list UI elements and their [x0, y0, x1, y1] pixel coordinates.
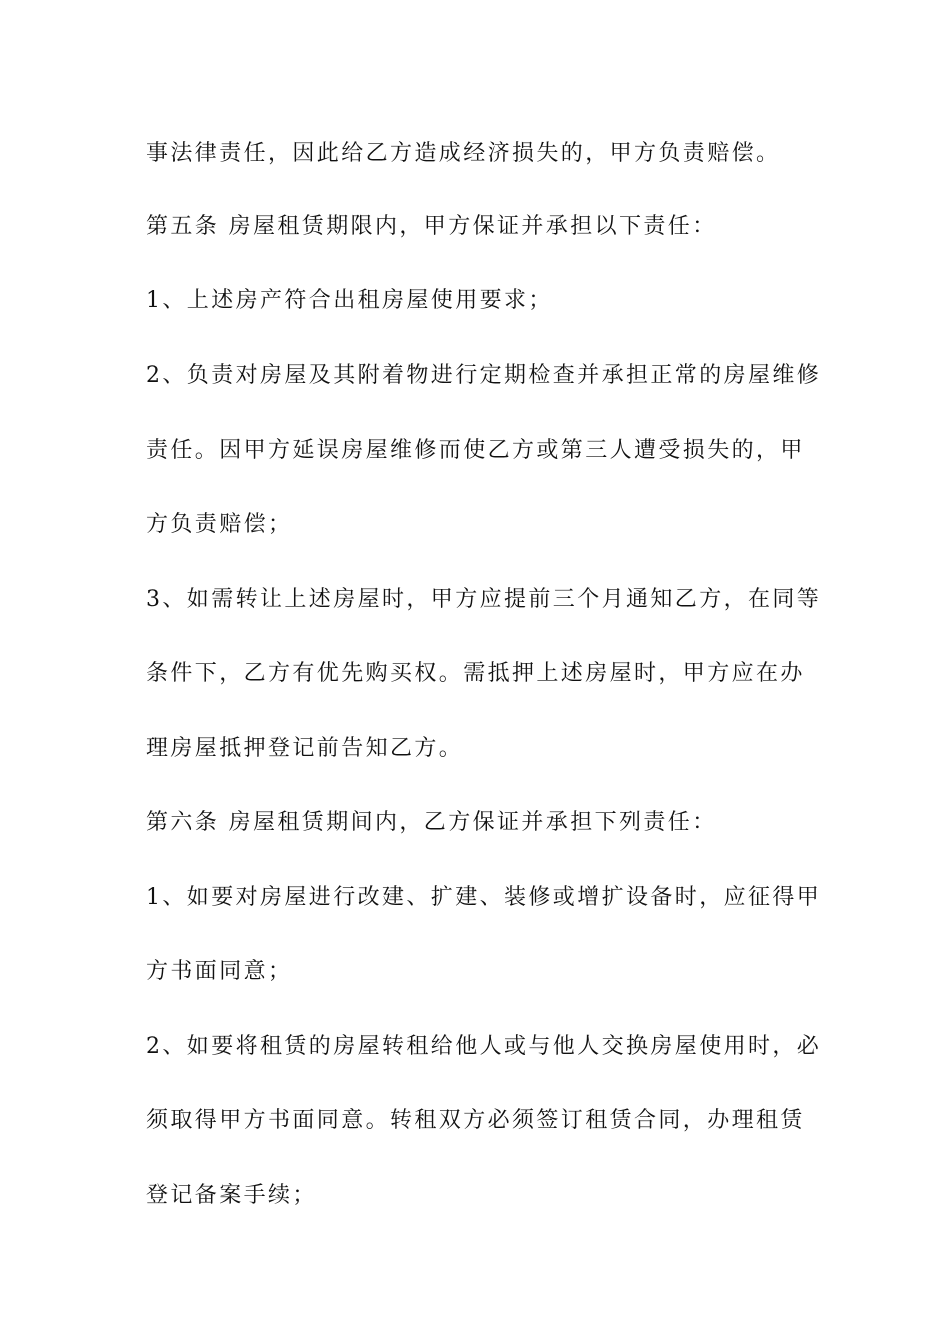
text-line: 1、如要对房屋进行改建、扩建、装修或增扩设备时，应征得甲	[146, 885, 822, 910]
text-line: 登记备案手续；	[146, 1183, 317, 1208]
text-line: 条件下，乙方有优先购买权。需抵押上述房屋时，甲方应在办	[146, 661, 805, 686]
text-line: 1、上述房产符合出租房屋使用要求；	[146, 288, 553, 313]
text-line: 理房屋抵押登记前告知乙方。	[146, 736, 464, 761]
text-line: 须取得甲方书面同意。转租双方必须签订租赁合同，办理租赁	[146, 1108, 805, 1133]
text-line: 2、如要将租赁的房屋转租给他人或与他人交换房屋使用时，必	[146, 1034, 822, 1059]
text-line: 第五条 房屋租赁期限内，甲方保证并承担以下责任：	[146, 214, 717, 239]
text-line: 2、负责对房屋及其附着物进行定期检查并承担正常的房屋维修	[146, 363, 822, 388]
text-line: 方书面同意；	[146, 959, 293, 984]
text-line: 第六条 房屋租赁期间内，乙方保证并承担下列责任：	[146, 810, 717, 835]
text-line: 事法律责任，因此给乙方造成经济损失的，甲方负责赔偿。	[146, 141, 781, 166]
text-line: 方负责赔偿；	[146, 512, 293, 537]
text-line: 3、如需转让上述房屋时，甲方应提前三个月通知乙方，在同等	[146, 587, 822, 612]
text-line: 责任。因甲方延误房屋维修而使乙方或第三人遭受损失的，甲	[146, 438, 805, 463]
